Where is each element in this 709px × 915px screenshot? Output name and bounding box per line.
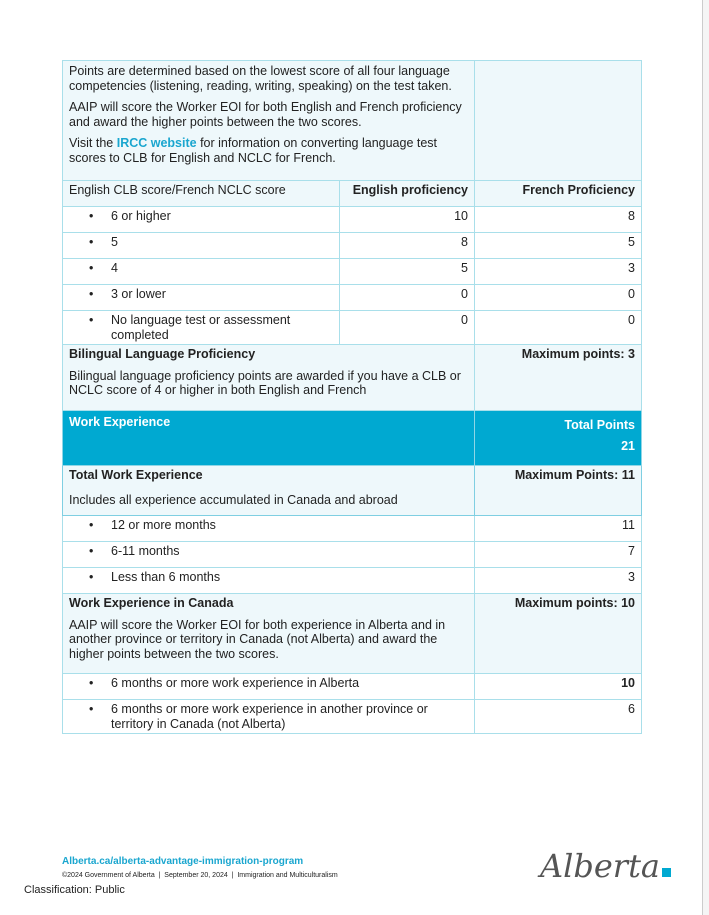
total-work-cell: Total Work Experience Includes all experience accumulated in Canada and abroad — [63, 466, 475, 516]
table-row — [63, 207, 642, 233]
header-score: English CLB score/French NCLC score — [63, 181, 340, 207]
work-experience-heading: Work Experience — [63, 411, 475, 466]
bilingual-cell: Bilingual Language Proficiency Bilingual language proficiency points are awarded if you have a CLB or NCLC score of 4 or higher in both English and French — [63, 345, 475, 411]
experience-label: • Less than 6 months — [63, 568, 475, 594]
english-points: 0 — [340, 285, 475, 311]
score-label: • 3 or lower — [63, 285, 340, 311]
experience-points: 7 — [475, 542, 642, 568]
language-intro: Points are determined based on the lowest score of all four language competencies (listening, reading, writing, speaking) on the test taken. AAIP will score the Worker EOI for both English and French proficiency and award the higher points between the two scores. Visit the IRCC website for information on converting language test scores to CLB for English and NCLC for French. — [63, 61, 475, 181]
experience-label: • 12 or more months — [63, 516, 475, 542]
page-edge — [702, 0, 709, 915]
canada-experience-label: • 6 months or more work experience in Alberta — [63, 674, 475, 700]
french-points: 5 — [475, 233, 642, 259]
total-work-max: Maximum Points: 11 — [475, 466, 642, 516]
score-label: • 5 — [63, 233, 340, 259]
table-row — [63, 516, 642, 542]
french-points: 0 — [475, 285, 642, 311]
french-points: 0 — [475, 311, 642, 345]
footer-link[interactable]: Alberta.ca/alberta-advantage-immigration-program — [62, 856, 304, 867]
french-points: 3 — [475, 259, 642, 285]
canada-work-max: Maximum points: 10 — [475, 594, 642, 674]
classification: Classification: Public — [24, 884, 125, 896]
empty-cell — [475, 61, 642, 181]
english-points: 5 — [340, 259, 475, 285]
french-points: 8 — [475, 207, 642, 233]
table-row — [63, 700, 642, 734]
experience-points: 3 — [475, 568, 642, 594]
english-points: 0 — [340, 311, 475, 345]
header-english: English proficiency — [340, 181, 475, 207]
experience-points: 11 — [475, 516, 642, 542]
table-row — [63, 674, 642, 700]
table-row — [63, 311, 642, 345]
score-label: • No language test or assessment completed — [63, 311, 340, 345]
footer-meta: ©2024 Government of Alberta | September 20, 2024 | Immigration and Multiculturalism — [62, 872, 338, 879]
header-french: French Proficiency — [475, 181, 642, 207]
table-row — [63, 233, 642, 259]
table-row — [63, 285, 642, 311]
bilingual-max: Maximum points: 3 — [475, 345, 642, 411]
experience-label: • 6-11 months — [63, 542, 475, 568]
table-row — [63, 542, 642, 568]
points-table — [62, 60, 642, 734]
ircc-link[interactable]: IRCC website — [116, 136, 197, 150]
canada-experience-points: 6 — [475, 700, 642, 734]
work-total-points: Total Points 21 — [475, 411, 642, 466]
canada-experience-label: • 6 months or more work experience in another province or territory in Canada (not Alberta) — [63, 700, 475, 734]
table-row — [63, 259, 642, 285]
table-row — [63, 568, 642, 594]
score-label: • 6 or higher — [63, 207, 340, 233]
alberta-logo: Alberta — [540, 848, 671, 884]
score-label: • 4 — [63, 259, 340, 285]
canada-experience-points: 10 — [475, 674, 642, 700]
canada-work-cell: Work Experience in Canada AAIP will score the Worker EOI for both experience in Alberta and in another province or territory in Canada (not Alberta) and award the higher points between the two scores. — [63, 594, 475, 674]
english-points: 8 — [340, 233, 475, 259]
english-points: 10 — [340, 207, 475, 233]
